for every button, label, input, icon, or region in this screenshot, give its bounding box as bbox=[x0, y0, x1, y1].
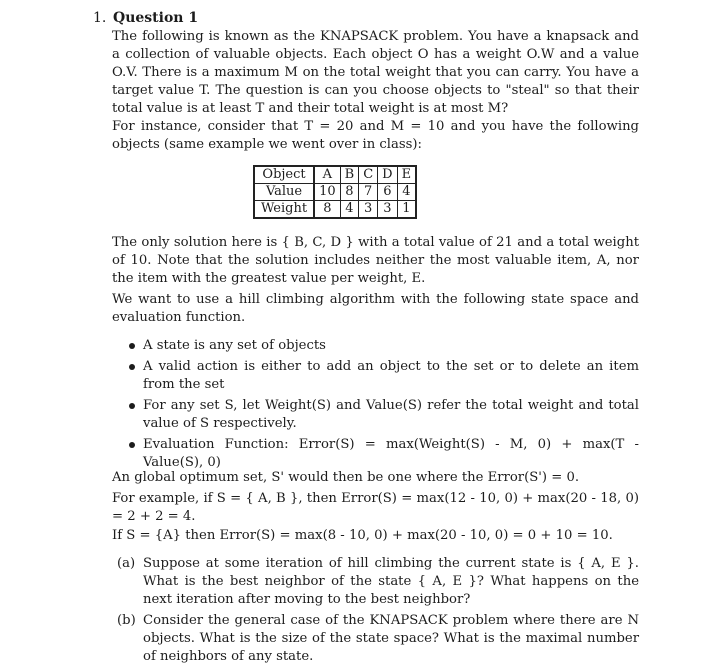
table-cell: C bbox=[359, 166, 378, 184]
table-cell: 8 bbox=[314, 201, 340, 219]
bullet-icon bbox=[129, 403, 135, 409]
definition-list bbox=[131, 337, 639, 475]
table-row bbox=[254, 201, 416, 219]
intro-paragraph: The following is known as the KNAPSACK problem. You have a knapsack and a collection of valuable objects. Each object O has a weight O.W and a value O.V. There is a maximum M on the total weight that you can carry. You have a target value T. The question is can you choose objects to "steal" so that their total value is at least T and their total weight is at most M? bbox=[112, 29, 639, 116]
table-cell: 7 bbox=[359, 184, 378, 201]
list-item: A state is any set of objects bbox=[131, 337, 639, 355]
table-cell: Weight bbox=[254, 201, 314, 219]
part-b bbox=[117, 612, 639, 666]
question-title: Question 1 bbox=[113, 10, 199, 26]
table-cell: E bbox=[397, 166, 416, 184]
global-optimum-text: An global optimum set, S' would then be one where the Error(S') = 0. bbox=[112, 470, 580, 485]
part-label: (b) bbox=[117, 613, 136, 628]
table-cell: 8 bbox=[340, 184, 359, 201]
table-cell: 3 bbox=[359, 201, 378, 219]
example-one-text: For example, if S = { A, B }, then Error(S) = max(12 - 10, 0) + max(20 - 18, 0) = 2 + 2 = 4. bbox=[112, 491, 639, 524]
bullet-icon bbox=[129, 442, 135, 448]
table-row bbox=[254, 184, 416, 201]
part-label: (a) bbox=[117, 556, 136, 571]
list-item: For any set S, let Weight(S) and Value(S) refer the total weight and total value of S respectively. bbox=[131, 397, 639, 433]
table-cell: 1 bbox=[397, 201, 416, 219]
part-text: Suppose at some iteration of hill climbing the current state is { A, E }. What is the best neighbor of the state { A, E }? What happens on the next iteration after moving to the best neighbor? bbox=[143, 556, 639, 607]
hill-climbing-intro: We want to use a hill climbing algorithm with the following state space and evaluation function. bbox=[112, 292, 639, 325]
table-cell: 3 bbox=[378, 201, 397, 219]
objects-table bbox=[253, 165, 417, 219]
question-heading bbox=[93, 9, 198, 27]
table-cell: 6 bbox=[378, 184, 397, 201]
solution-paragraph: The only solution here is { B, C, D } with a total value of 21 and a total weight of 10. Note that the solution includes neither the most valuable item, A, nor the item with the greatest value per weight, E. bbox=[112, 235, 639, 286]
bullet-icon bbox=[129, 343, 135, 349]
bullet-icon bbox=[129, 364, 135, 370]
table-cell: 4 bbox=[397, 184, 416, 201]
table-cell: 4 bbox=[340, 201, 359, 219]
example-intro-paragraph: For instance, consider that T = 20 and M = 10 and you have the following objects (same example we went over in class): bbox=[112, 119, 639, 152]
list-item: Evaluation Function: Error(S) = max(Weight(S) - M, 0) + max(T - Value(S), 0) bbox=[131, 436, 639, 472]
table-cell: A bbox=[314, 166, 340, 184]
list-item: A valid action is either to add an object to the set or to delete an item from the set bbox=[131, 358, 639, 394]
table-cell: Object bbox=[254, 166, 314, 184]
part-a bbox=[117, 555, 639, 609]
table-cell: B bbox=[340, 166, 359, 184]
table-cell: Value bbox=[254, 184, 314, 201]
part-text: Consider the general case of the KNAPSACK problem where there are N objects. What is the size of the state space? What is the maximal number of neighbors of any state. bbox=[143, 613, 639, 664]
table-cell: D bbox=[378, 166, 397, 184]
example-two-text: If S = {A} then Error(S) = max(8 - 10, 0) + max(20 - 10, 0) = 0 + 10 = 10. bbox=[112, 528, 613, 543]
table-cell: 10 bbox=[314, 184, 340, 201]
question-number: 1. bbox=[93, 10, 107, 26]
table-header-row bbox=[254, 166, 416, 184]
